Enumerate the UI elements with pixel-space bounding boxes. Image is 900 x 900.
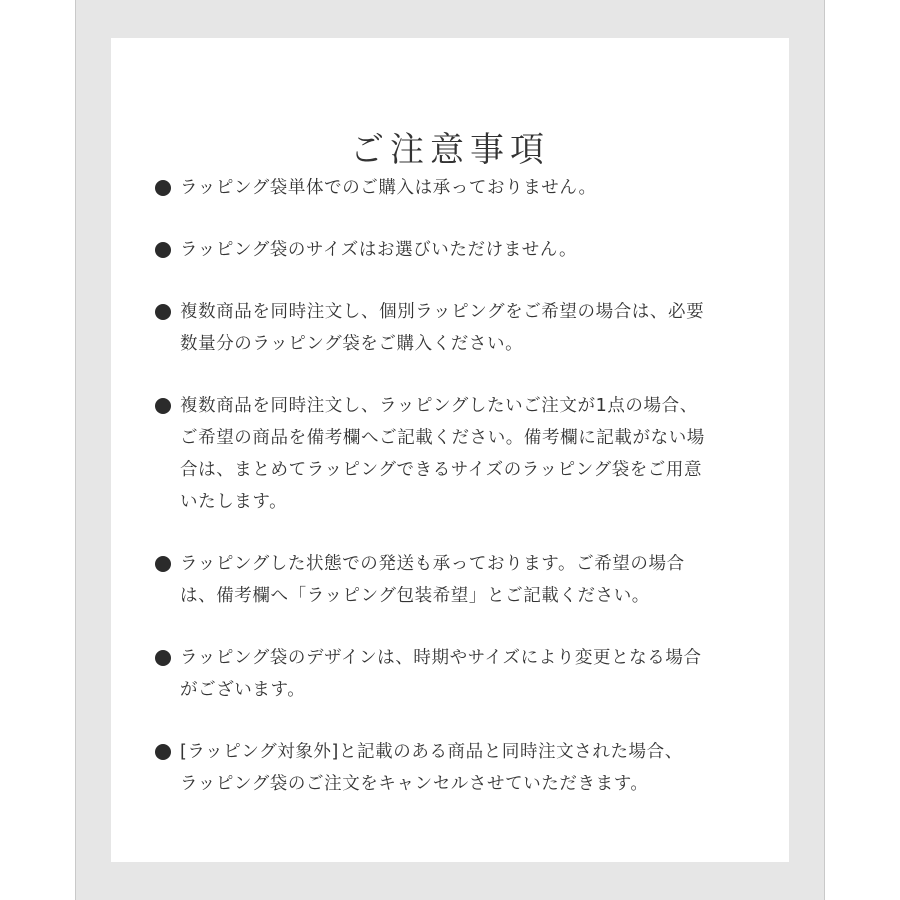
notice-text: いたします。 bbox=[180, 492, 288, 512]
bullet-icon bbox=[155, 744, 171, 760]
notice-text: ラッピング袋のご注文をキャンセルさせていただきます。 bbox=[180, 774, 649, 794]
page-title: ご注意事項 bbox=[350, 130, 550, 170]
notice-text: がございます。 bbox=[180, 680, 306, 700]
notice-text: は、備考欄へ「ラッピング包装希望」とご記載ください。 bbox=[180, 586, 650, 606]
notice-text: 複数商品を同時注文し、個別ラッピングをご希望の場合は、必要 bbox=[180, 302, 705, 322]
notice-item bbox=[155, 642, 755, 706]
notice-text: [ラッピング対象外]と記載のある商品と同時注文された場合、 bbox=[180, 742, 683, 762]
notice-text: ラッピング袋のサイズはお選びいただけません。 bbox=[180, 240, 578, 260]
notice-text: 複数商品を同時注文し、ラッピングしたいご注文が1点の場合、 bbox=[180, 396, 698, 416]
notice-text: ラッピング袋のデザインは、時期やサイズにより変更となる場合 bbox=[180, 648, 702, 668]
notice-item bbox=[155, 390, 755, 518]
notice-item bbox=[155, 296, 755, 360]
notice-text: 数量分のラッピング袋をご購入ください。 bbox=[180, 334, 524, 354]
notice-item bbox=[155, 172, 755, 204]
bullet-icon bbox=[155, 180, 171, 196]
notice-item bbox=[155, 548, 755, 612]
notice-item bbox=[155, 736, 755, 800]
bullet-icon bbox=[155, 398, 171, 414]
notice-item bbox=[155, 234, 755, 266]
notice-card bbox=[111, 38, 789, 862]
bullet-icon bbox=[155, 556, 171, 572]
notice-text: 合は、まとめてラッピングできるサイズのラッピング袋をご用意 bbox=[180, 460, 703, 480]
notice-list bbox=[155, 172, 755, 830]
notice-text: ラッピングした状態での発送も承っております。ご希望の場合 bbox=[180, 554, 685, 574]
notice-text: ラッピング袋単体でのご購入は承っておりません。 bbox=[180, 178, 597, 198]
bullet-icon bbox=[155, 304, 171, 320]
bullet-icon bbox=[155, 650, 171, 666]
notice-text: ご希望の商品を備考欄へご記載ください。備考欄に記載がない場 bbox=[180, 428, 705, 448]
bullet-icon bbox=[155, 242, 171, 258]
